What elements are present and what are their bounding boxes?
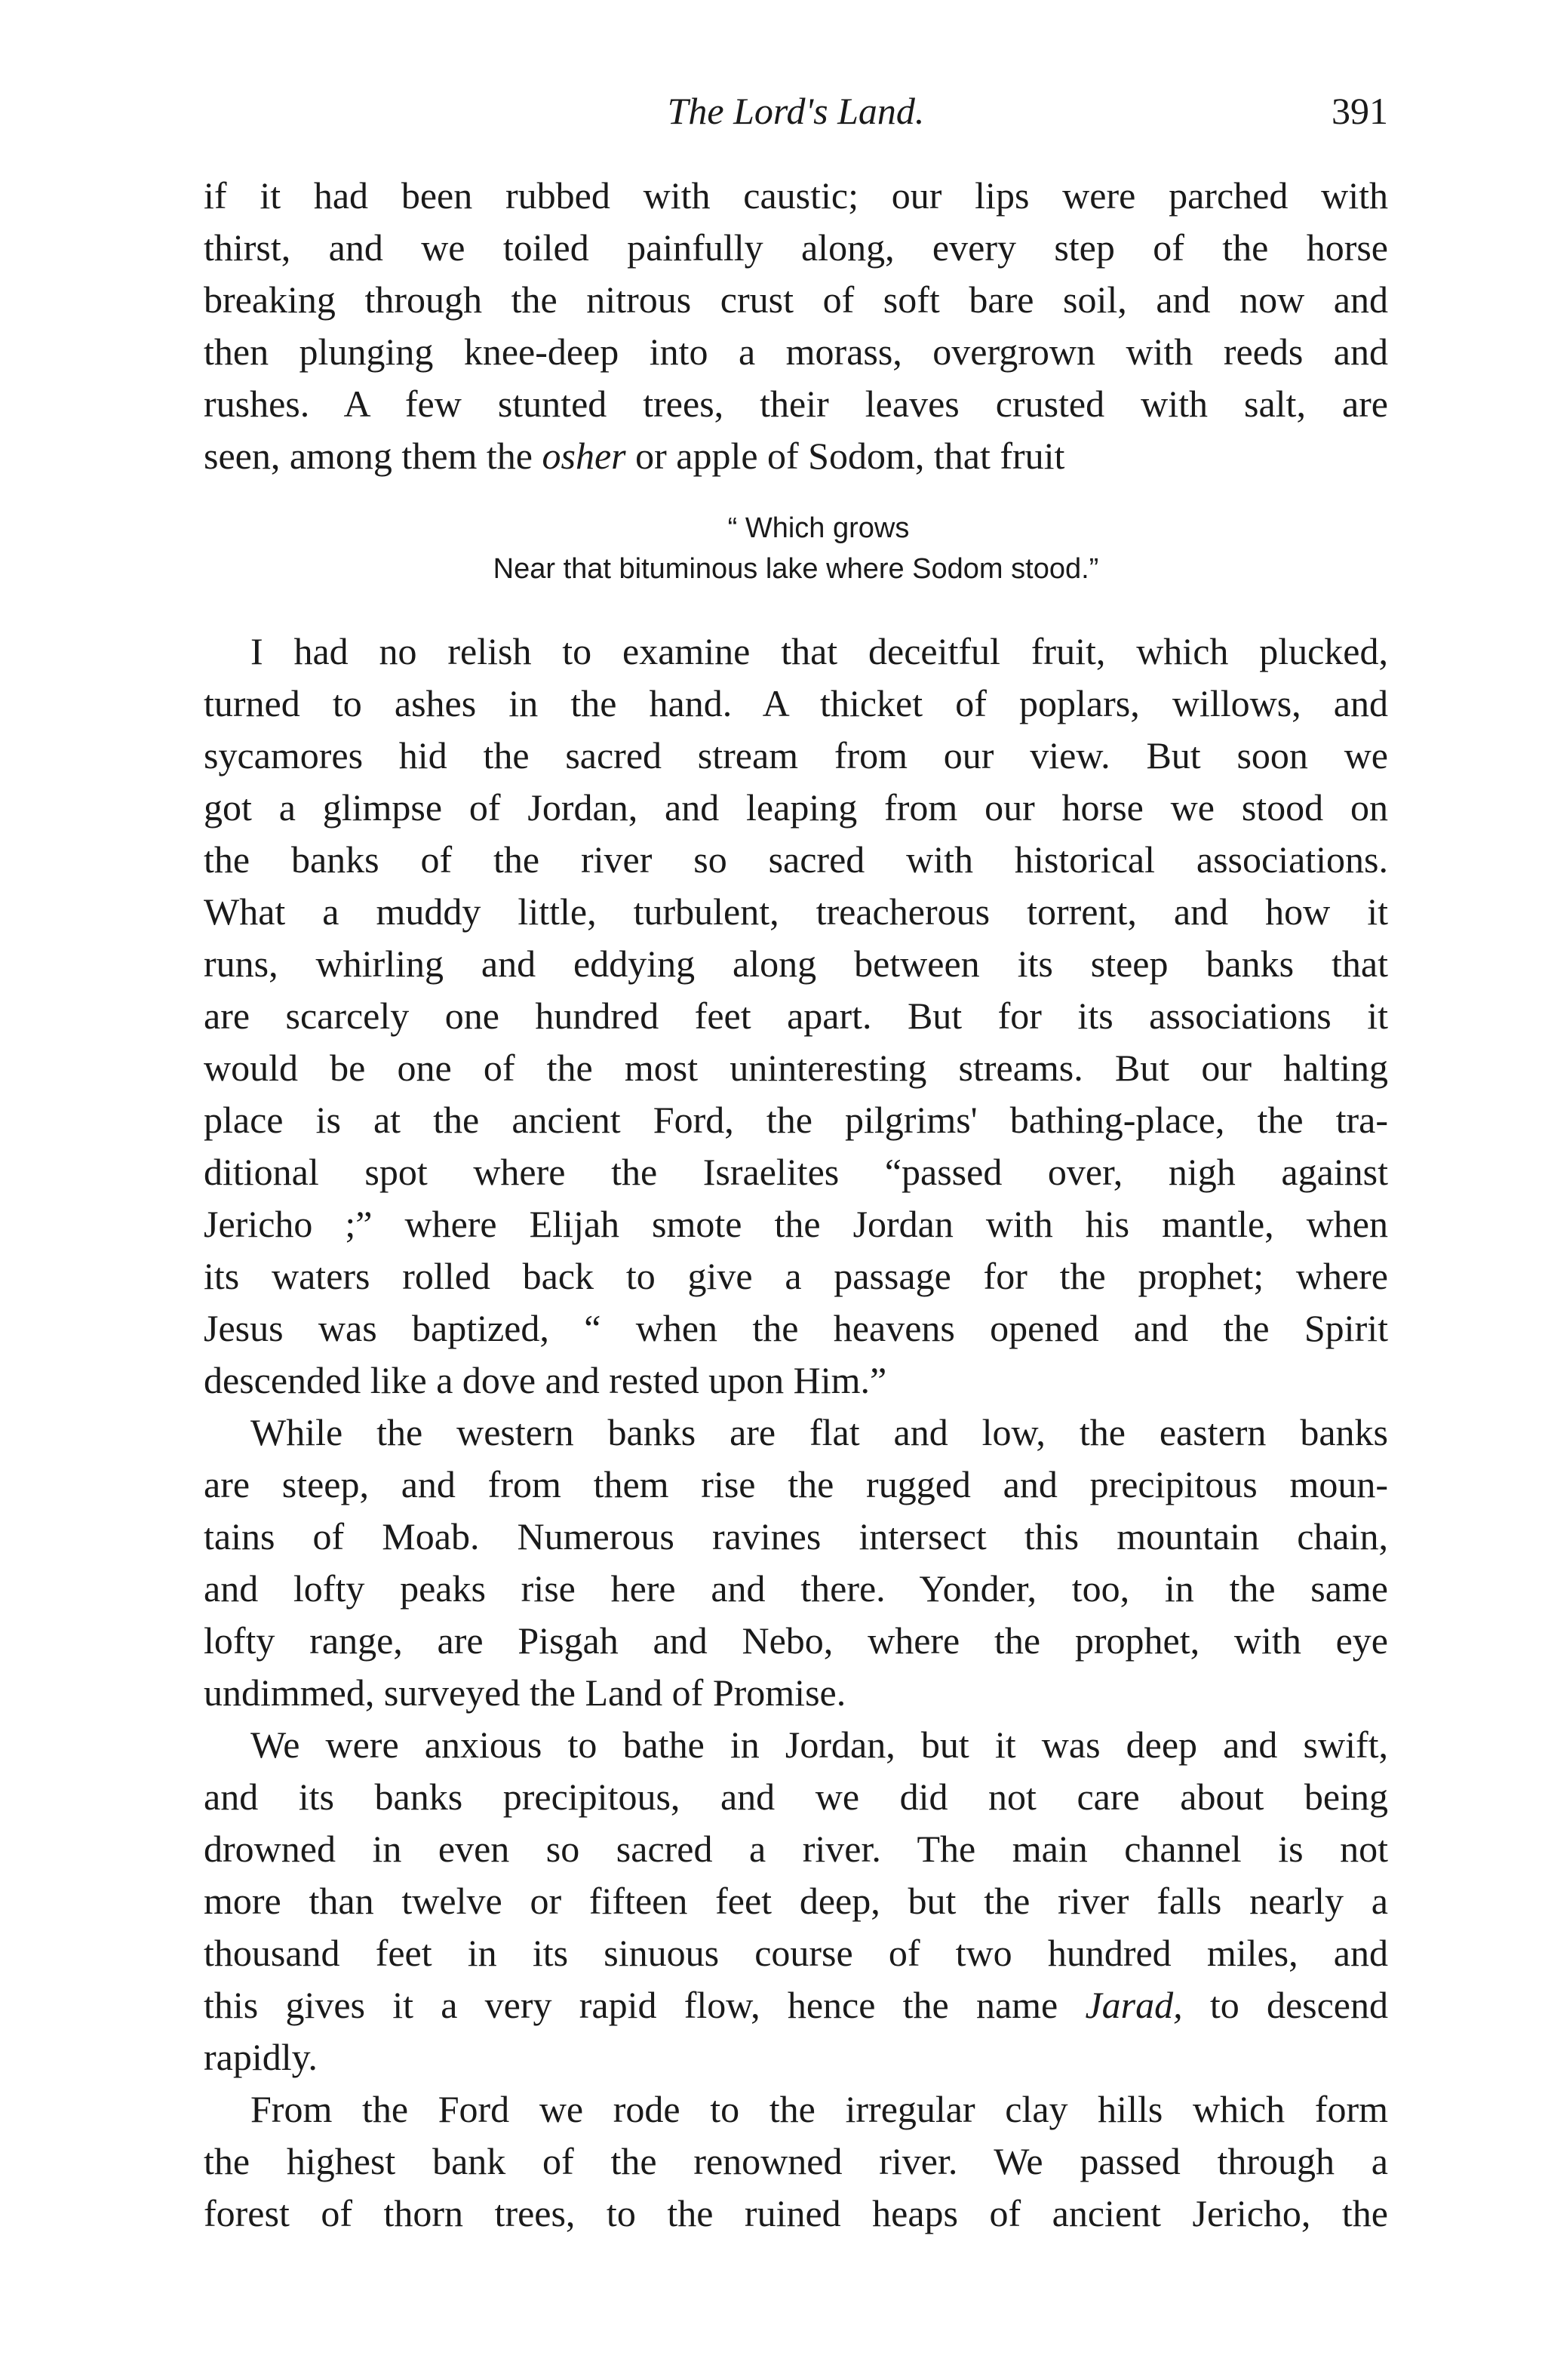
text-line: are scarcely one hundred feet apart. But for its associations it [204, 995, 1388, 1037]
text-line: undimmed, surveyed the Land of Promise. [204, 1671, 846, 1714]
text-line: breaking through the nitrous crust of soft bare soil, and now and [204, 278, 1388, 321]
text-line: thirst, and we toiled painfully along, every step of the horse [204, 226, 1388, 269]
verse-quotation [204, 508, 1388, 589]
text-line: and lofty peaks rise here and there. Yonder, too, in the same [204, 1567, 1388, 1610]
text-line: would be one of the most uninteresting streams. But our halting [204, 1047, 1388, 1089]
text-line: While the western banks are flat and low, the eastern banks [250, 1411, 1388, 1453]
text-line: got a glimpse of Jordan, and leaping from our horse we stood on [204, 786, 1388, 829]
text-line: rapidly. [204, 2036, 318, 2078]
page-number: 391 [1332, 90, 1388, 132]
text-line: drowned in even so sacred a river. The main channel is not [204, 1828, 1388, 1870]
italic-word-jarad: Jarad, [1085, 1984, 1183, 2026]
text-line: We were anxious to bathe in Jordan, but it was deep and swift, [250, 1724, 1388, 1766]
text-line: then plunging knee-deep into a morass, overgrown with reeds and [204, 331, 1388, 373]
text-line: Jericho ;” where Elijah smote the Jordan with his mantle, when [204, 1203, 1388, 1245]
text-line: place is at the ancient Ford, the pilgrims' bathing-place, the tra- [204, 1099, 1388, 1141]
text-run: seen, among them the [204, 435, 542, 477]
paragraph-1 [204, 170, 1388, 482]
running-title: The Lord's Land. [667, 90, 925, 132]
text-run: to descend [1182, 1984, 1388, 2026]
text-line: I had no relish to examine that deceitful fruit, which plucked, [250, 630, 1388, 672]
text-line: more than twelve or fifteen feet deep, but the river falls nearly a [204, 1880, 1388, 1922]
paragraph-2 [204, 626, 1388, 1407]
quote-line: Near that bituminous lake where Sodom stood.” [493, 553, 1099, 585]
paragraph-5 [204, 2083, 1388, 2240]
text-line: lofty range, are Pisgah and Nebo, where the prophet, with eye [204, 1619, 1388, 1662]
text-line: What a muddy little, turbulent, treacherous torrent, and how it [204, 890, 1388, 933]
text-run: this gives it a very rapid flow, hence the name [204, 1984, 1086, 2026]
text-line: the highest bank of the renowned river. We passed through a [204, 2140, 1388, 2182]
text-line: ditional spot where the Israelites “passed over, nigh against [204, 1151, 1388, 1193]
text-line: Jesus was baptized, “ when the heavens opened and the Spirit [204, 1307, 1388, 1349]
text-line: the banks of the river so sacred with historical associations. [204, 838, 1388, 881]
text-line [204, 430, 1388, 482]
text-line: From the Ford we rode to the irregular clay hills which form [250, 2088, 1388, 2130]
italic-word-osher: osher [542, 435, 626, 477]
text-line: tains of Moab. Numerous ravines intersect this mountain chain, [204, 1515, 1388, 1557]
text-line: are steep, and from them rise the rugged and precipitous moun- [204, 1463, 1388, 1505]
text-line: forest of thorn trees, to the ruined heaps of ancient Jericho, the [204, 2192, 1388, 2234]
text-line: turned to ashes in the hand. A thicket of poplars, willows, and [204, 682, 1388, 724]
body-text [204, 170, 1388, 2240]
text-line [204, 1979, 1388, 2031]
text-line: runs, whirling and eddying along between its steep banks that [204, 942, 1388, 985]
text-run: or apple of Sodom, that fruit [625, 435, 1065, 477]
text-line: if it had been rubbed with caustic; our lips were parched with [204, 174, 1388, 217]
text-line: and its banks precipitous, and we did not care about being [204, 1776, 1388, 1818]
paragraph-3 [204, 1407, 1388, 1719]
text-line: thousand feet in its sinuous course of two hundred miles, and [204, 1932, 1388, 1974]
text-line: sycamores hid the sacred stream from our view. But soon we [204, 734, 1388, 776]
page-header [204, 85, 1388, 137]
text-line: descended like a dove and rested upon Him.” [204, 1359, 887, 1401]
quote-line: “ Which grows [727, 512, 910, 544]
paragraph-4 [204, 1719, 1388, 2083]
text-line: its waters rolled back to give a passage for the prophet; where [204, 1255, 1388, 1297]
text-line: rushes. A few stunted trees, their leaves crusted with salt, are [204, 383, 1388, 425]
